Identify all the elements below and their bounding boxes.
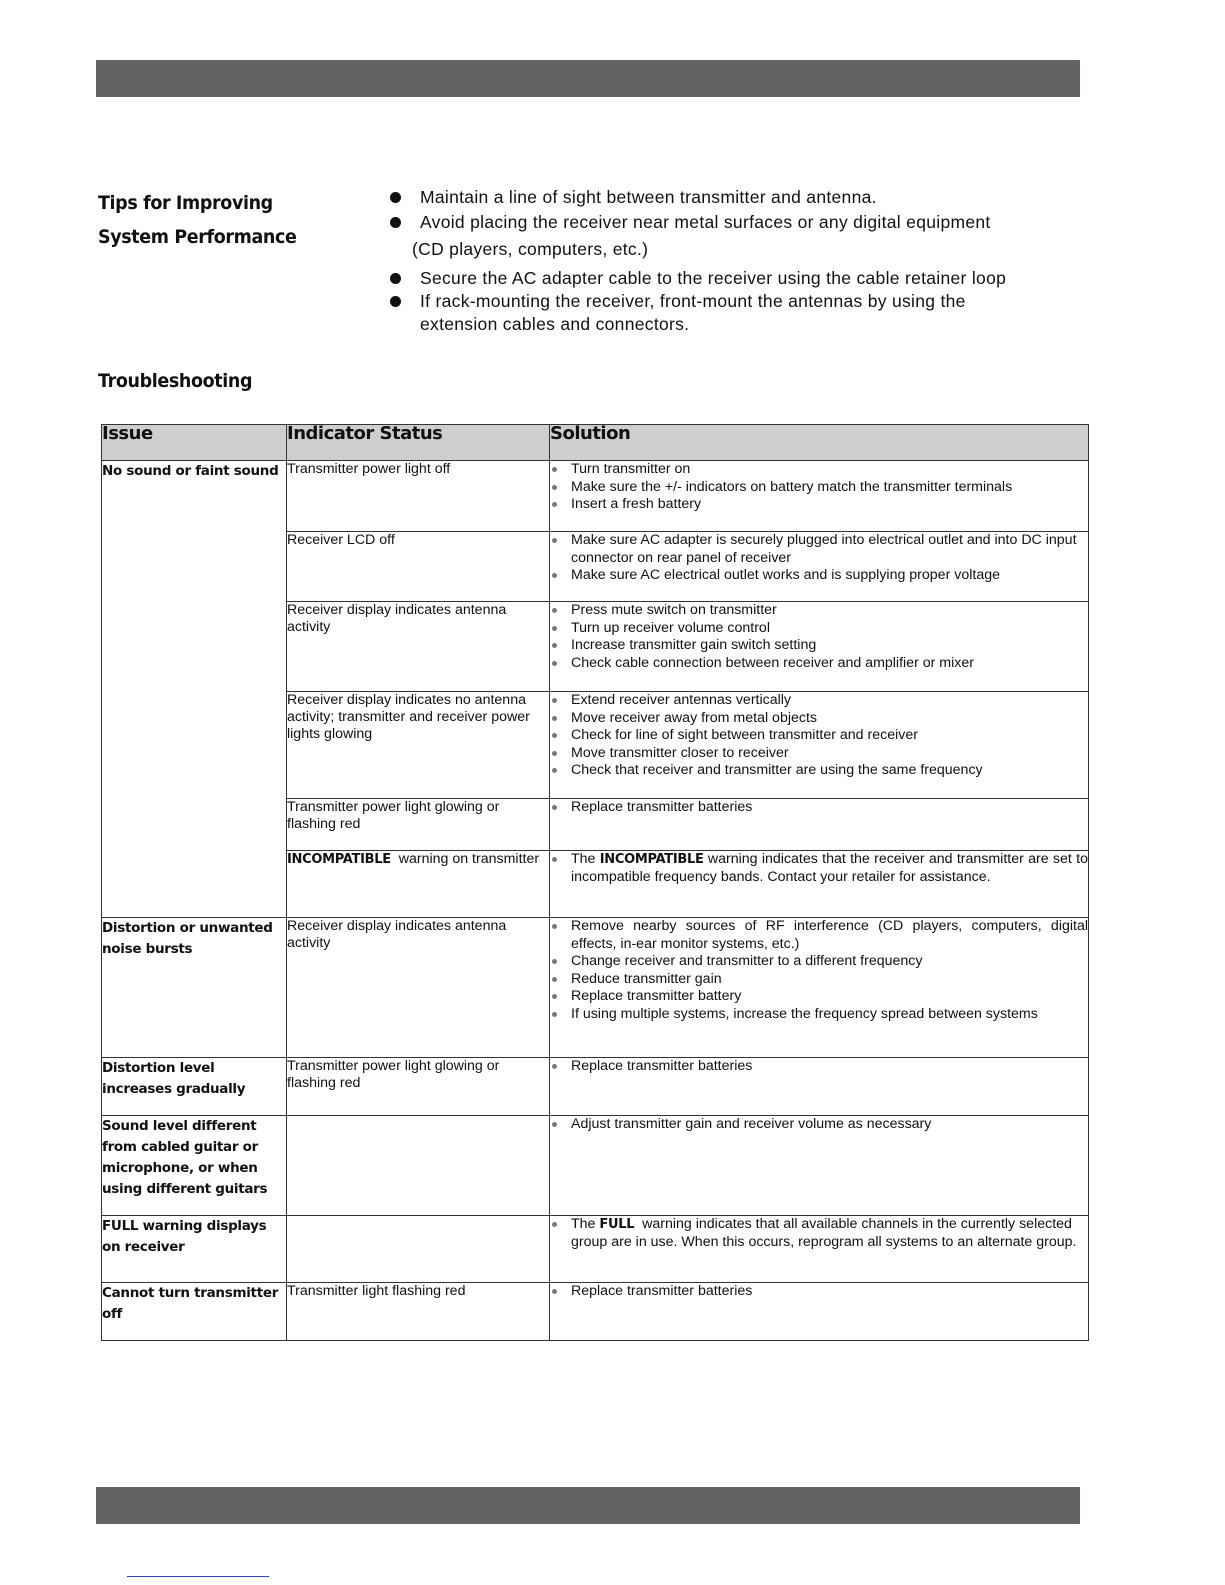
solution-item: Extend receiver antennas vertically bbox=[550, 692, 1088, 710]
indicator-cell: Receiver display indicates antenna activity bbox=[287, 602, 550, 692]
solution-item: Make sure AC electrical outlet works and is supplying proper voltage bbox=[550, 567, 1088, 585]
solution-cell bbox=[550, 692, 1089, 799]
column-header-issue: Issue bbox=[102, 425, 287, 461]
list-item: If rack-mounting the receiver, front-mount the antennas by using the extension cables and connectors. bbox=[390, 290, 1030, 336]
solution-item: Press mute switch on transmitter bbox=[550, 602, 1088, 620]
troubleshooting-heading: Troubleshooting bbox=[98, 370, 253, 392]
solution-item: Move receiver away from metal objects bbox=[550, 710, 1088, 728]
footer-bar bbox=[96, 1487, 1080, 1524]
list-item-continuation: (CD players, computers, etc.) bbox=[412, 239, 649, 259]
indicator-cell bbox=[287, 1116, 550, 1216]
solution-item: Replace transmitter battery bbox=[550, 988, 1088, 1006]
table-header-row bbox=[102, 425, 1089, 461]
keyword-full: FULL bbox=[599, 1217, 635, 1232]
solution-item: Move transmitter closer to receiver bbox=[550, 745, 1088, 763]
header-bar bbox=[96, 60, 1080, 97]
solution-item: Replace transmitter batteries bbox=[550, 1283, 1088, 1301]
indicator-cell: Receiver display indicates no antenna activity; transmitter and receiver power lights glowing bbox=[287, 692, 550, 799]
solution-item: Insert a fresh battery bbox=[550, 496, 1088, 514]
issue-cell: Cannot turn transmitter off bbox=[102, 1283, 287, 1341]
solution-cell bbox=[550, 799, 1089, 851]
column-header-solution: Solution bbox=[550, 425, 1089, 461]
issue-cell: Sound level different from cabled guitar or microphone, or when using different guitars bbox=[102, 1116, 287, 1216]
list-item: Maintain a line of sight between transmitter and antenna. bbox=[390, 186, 1030, 209]
solution-item: Make sure AC adapter is securely plugged into electrical outlet and into DC input connector on rear panel of receiver bbox=[550, 532, 1088, 567]
solution-item: Increase transmitter gain switch setting bbox=[550, 637, 1088, 655]
solution-item: Adjust transmitter gain and receiver volume as necessary bbox=[550, 1116, 1088, 1134]
solution-item: Replace transmitter batteries bbox=[550, 799, 1088, 817]
solution-item: If using multiple systems, increase the frequency spread between systems bbox=[550, 1006, 1088, 1024]
bullet-icon bbox=[390, 217, 401, 228]
table-row bbox=[102, 918, 1089, 1058]
solution-item: Check that receiver and transmitter are using the same frequency bbox=[550, 762, 1088, 780]
solution-cell bbox=[550, 461, 1089, 532]
table-row bbox=[102, 1283, 1089, 1341]
table-row bbox=[102, 1116, 1089, 1216]
table-row bbox=[102, 1058, 1089, 1116]
solution-cell bbox=[550, 532, 1089, 602]
solution-item: Change receiver and transmitter to a different frequency bbox=[550, 953, 1088, 971]
solution-cell bbox=[550, 602, 1089, 692]
tips-heading: Tips for Improving System Performance bbox=[98, 192, 297, 248]
list-item: Secure the AC adapter cable to the receiver using the cable retainer loop bbox=[390, 267, 1030, 290]
solution-item: Check for line of sight between transmitter and receiver bbox=[550, 727, 1088, 745]
solution-item: Replace transmitter batteries bbox=[550, 1058, 1088, 1076]
table-row bbox=[102, 461, 1089, 532]
solution-item: The FULL warning indicates that all available channels in the currently selected group are in use. When this occurs, reprogram all systems to an alternate group. bbox=[550, 1216, 1088, 1251]
column-header-indicator: Indicator Status bbox=[287, 425, 550, 461]
table-row bbox=[102, 1216, 1089, 1283]
solution-item: Make sure the +/- indicators on battery match the transmitter terminals bbox=[550, 479, 1088, 497]
bullet-icon bbox=[390, 296, 401, 307]
indicator-cell: Transmitter light flashing red bbox=[287, 1283, 550, 1341]
keyword-incompatible: INCOMPATIBLE bbox=[599, 852, 704, 867]
bullet-icon bbox=[390, 273, 401, 284]
solution-cell bbox=[550, 1058, 1089, 1116]
issue-cell: No sound or faint sound bbox=[102, 461, 287, 918]
solution-item: Reduce transmitter gain bbox=[550, 971, 1088, 989]
indicator-cell bbox=[287, 1216, 550, 1283]
solution-item: Turn up receiver volume control bbox=[550, 620, 1088, 638]
solution-item: Remove nearby sources of RF interference (CD players, computers, digital effects, in-ear monitor systems, etc.) bbox=[550, 918, 1088, 953]
keyword-incompatible: INCOMPATIBLE bbox=[287, 852, 391, 867]
indicator-cell: Transmitter power light glowing or flashing red bbox=[287, 1058, 550, 1116]
issue-cell: Distortion or unwanted noise bursts bbox=[102, 918, 287, 1058]
solution-item: The INCOMPATIBLE warning indicates that the receiver and transmitter are set to incompatible frequency bands. Contact your retailer for assistance. bbox=[550, 851, 1088, 886]
solution-cell bbox=[550, 918, 1089, 1058]
solution-cell bbox=[550, 1216, 1089, 1283]
issue-cell: Distortion level increases gradually bbox=[102, 1058, 287, 1116]
solution-cell bbox=[550, 1116, 1089, 1216]
troubleshooting-table bbox=[101, 424, 1089, 1341]
indicator-cell: INCOMPATIBLE warning on transmitter bbox=[287, 851, 550, 918]
indicator-cell: Receiver display indicates antenna activity bbox=[287, 918, 550, 1058]
tips-list bbox=[390, 186, 1030, 336]
list-item: Avoid placing the receiver near metal surfaces or any digital equipment bbox=[390, 211, 1030, 234]
solution-item: Turn transmitter on bbox=[550, 461, 1088, 479]
solution-cell bbox=[550, 1283, 1089, 1341]
indicator-cell: Receiver LCD off bbox=[287, 532, 550, 602]
indicator-cell: Transmitter power light off bbox=[287, 461, 550, 532]
solution-item: Check cable connection between receiver and amplifier or mixer bbox=[550, 655, 1088, 673]
footer-link-underline bbox=[127, 1576, 269, 1577]
indicator-cell: Transmitter power light glowing or flashing red bbox=[287, 799, 550, 851]
issue-cell: FULL warning displays on receiver bbox=[102, 1216, 287, 1283]
bullet-icon bbox=[390, 192, 401, 203]
solution-cell bbox=[550, 851, 1089, 918]
